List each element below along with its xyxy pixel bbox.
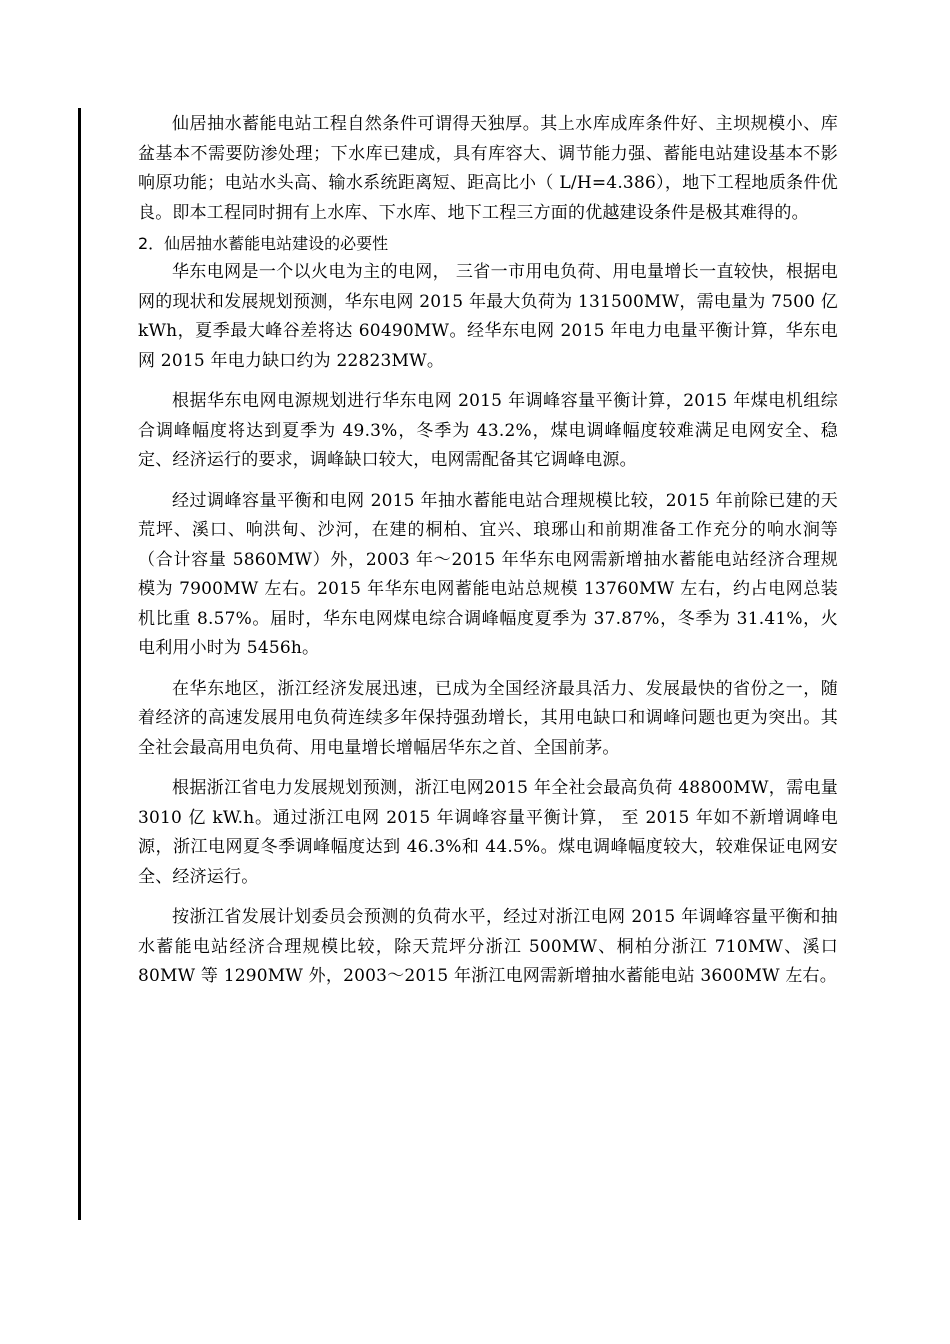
margin-rule [78, 108, 81, 1220]
paragraph-peak-regulation: 根据华东电网电源规划进行华东电网 2015 年调峰容量平衡计算，2015 年煤电机组综合调峰幅度将达到夏季为 49.3%，冬季为 43.2%，煤电调峰幅度较难满足电网安全、稳定、经济运行的要求，调峰缺口较大，电网需配备其它调峰电源。 [138, 391, 838, 470]
intro-paragraph: 仙居抽水蓄能电站工程自然条件可谓得天独厚。其上水库成库条件好、主坝规模小、库盆基本不需要防渗处理；下水库已建成，具有库容大、调节能力强、蓄能电站建设基本不影响原功能；电站水头高、输水系统距离短、距高比小（ L/H=4.386），地下工程地质条件优良。即本工程同时拥有上水库、下水库、地下工程三方面的优越建设条件是极其难得的。 [138, 114, 838, 223]
document-body [138, 110, 838, 992]
paragraph-zhejiang-storage: 按浙江省发展计划委员会预测的负荷水平，经过对浙江电网 2015 年调峰容量平衡和抽水蓄能电站经济合理规模比较，除天荒坪分浙江 500MW、桐柏分浙江 710MW、溪口 80MW 等 1290MW 外，2003～2015 年浙江电网需新增抽水蓄能电站 3600MW 左右。 [138, 907, 838, 986]
paragraph-zhejiang-forecast: 根据浙江省电力发展规划预测，浙江电网2015 年全社会最高负荷 48800MW，需电量 3010 亿 kW.h。通过浙江电网 2015 年调峰容量平衡计算， 至 2015 年如不新增调峰电源，浙江电网夏冬季调峰幅度达到 46.3%和 44.5%。煤电调峰幅度较大，较难保证电网安全、经济运行。 [138, 778, 838, 887]
paragraph-pumped-storage-scale: 经过调峰容量平衡和电网 2015 年抽水蓄能电站合理规模比较，2015 年前除已建的天荒坪、溪口、响洪甸、沙河，在建的桐柏、宜兴、琅琊山和前期准备工作充分的响水涧等（合计容量 5860MW）外，2003 年～2015 年华东电网需新增抽水蓄能电站经济合理规模为 7900MW 左右。2015 年华东电网蓄能电站总规模 13760MW 左右，约占电网总装机比重 8.57%。届时，华东电网煤电综合调峰幅度夏季为 37.87%，冬季为 31.41%，火电利用小时为 5456h。 [138, 490, 838, 658]
paragraph-east-china-grid: 华东电网是一个以火电为主的电网， 三省一市用电负荷、用电量增长一直较快，根据电网的现状和发展规划预测，华东电网 2015 年最大负荷为 131500MW，需电量为 7500 亿 kWh，夏季最大峰谷差将达 60490MW。经华东电网 2015 年电力电量平衡计算，华东电网 2015 年电力缺口约为 22823MW。 [138, 262, 838, 371]
section-heading: 2．仙居抽水蓄能电站建设的必要性 [138, 234, 389, 253]
paragraph-zhejiang-economy: 在华东地区，浙江经济发展迅速，已成为全国经济最具活力、发展最快的省份之一，随着经济的高速发展用电负荷连续多年保持强劲增长，其用电缺口和调峰问题也更为突出。其全社会最高用电负荷、用电量增长增幅居华东之首、全国前茅。 [138, 678, 838, 758]
